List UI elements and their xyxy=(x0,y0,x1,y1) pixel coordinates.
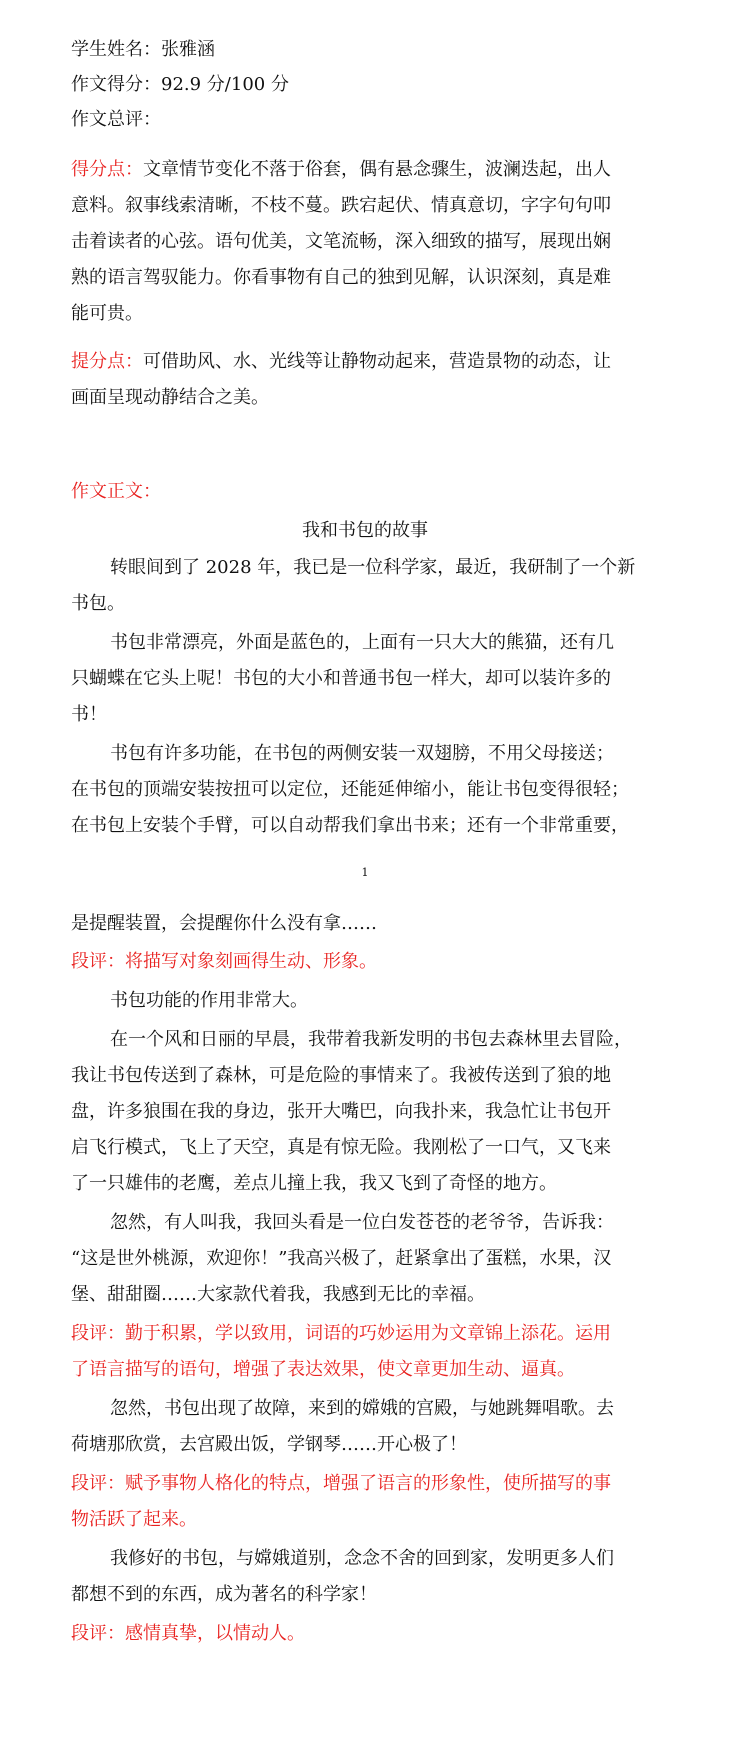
p3-line-2: 在书包的顶端安装按扭可以定位，还能延伸缩小，能让书包变得很轻； xyxy=(71,779,629,800)
improve-line-1 xyxy=(71,350,611,374)
p5-line-3: 盘，许多狼围在我的身边，张开大嘴巴，向我扑来，我急忙让书包开 xyxy=(71,1101,611,1122)
student-name-line xyxy=(71,38,215,62)
score-value: 92.9 分/100 分 xyxy=(161,74,289,95)
p3-line-3: 在书包上安装个手臂，可以自动帮我们拿出书来；还有一个非常重要， xyxy=(71,815,629,836)
segment-comment-4: 段评：感情真挚，以情动人。 xyxy=(71,1623,305,1644)
essay-section-label: 作文正文： xyxy=(71,481,161,502)
segment-comment-2-line-1: 段评：勤于积累，学以致用，词语的巧妙运用为文章锦上添花。运用 xyxy=(71,1323,611,1344)
segment-comment-2-line-2: 了语言描写的语句，增强了表达效果，使文章更加生动、逼真。 xyxy=(71,1359,575,1380)
p7-line-2: 荷塘那欣赏，去宫殿出饭，学钢琴……开心极了！ xyxy=(71,1434,467,1455)
strengths-line-3: 击着读者的心弦。语句优美，文笔流畅，深入细致的描写，展现出娴 xyxy=(71,231,611,252)
p7-line-1: 忽然，书包出现了故障，来到的嫦娥的宫殿，与她跳舞唱歌。去 xyxy=(110,1398,614,1419)
student-name-label: 学生姓名： xyxy=(71,39,161,60)
p2-line-2: 只蝴蝶在它头上呢！书包的大小和普通书包一样大，却可以装许多的 xyxy=(71,668,611,689)
p8-line-2: 都想不到的东西，成为著名的科学家！ xyxy=(71,1584,377,1605)
p6-line-1: 忽然，有人叫我，我回头看是一位白发苍苍的老爷爷，告诉我： xyxy=(110,1212,614,1233)
strengths-line-5: 能可贵。 xyxy=(71,303,143,324)
p2-line-3: 书！ xyxy=(71,704,107,725)
p5-line-1: 在一个风和日丽的早晨，我带着我新发明的书包去森林里去冒险， xyxy=(110,1029,632,1050)
improve-text: 可借助风、水、光线等让静物动起来，营造景物的动态，让 xyxy=(143,351,611,372)
p6-line-3: 堡、甜甜圈……大家款代着我，我感到无比的幸福。 xyxy=(71,1284,485,1305)
p5-line-5: 了一只雄伟的老鹰，差点儿撞上我，我又飞到了奇怪的地方。 xyxy=(71,1173,557,1194)
score-line xyxy=(71,73,289,97)
p8-line-1: 我修好的书包，与嫦娥道别，念念不舍的回到家，发明更多人们 xyxy=(110,1548,614,1569)
p4-line-1: 书包功能的作用非常大。 xyxy=(110,990,308,1011)
page-number: 1 xyxy=(361,866,369,879)
p5-line-2: 我让书包传送到了森林，可是危险的事情来了。我被传送到了狼的地 xyxy=(71,1065,611,1086)
overall-comment-label: 作文总评： xyxy=(71,109,161,130)
p3-continued: 是提醒装置，会提醒你什么没有拿…… xyxy=(71,913,377,934)
p1-line-2: 书包。 xyxy=(71,593,125,614)
p2-line-1: 书包非常漂亮，外面是蓝色的，上面有一只大大的熊猫，还有几 xyxy=(110,632,614,653)
improve-label: 提分点： xyxy=(71,351,143,372)
segment-comment-3-line-2: 物活跃了起来。 xyxy=(71,1509,197,1530)
student-name-value: 张雅涵 xyxy=(161,39,215,60)
strengths-line-2: 意料。叙事线索清晰，不枝不蔓。跌宕起伏、情真意切，字字句句叩 xyxy=(71,195,611,216)
strengths-line-4: 熟的语言驾驭能力。你看事物有自己的独到见解，认识深刻，真是难 xyxy=(71,267,611,288)
p3-line-1: 书包有许多功能，在书包的两侧安装一双翅膀，不用父母接送； xyxy=(110,743,614,764)
p5-line-4: 启飞行模式，飞上了天空，真是有惊无险。我刚松了一口气，又飞来 xyxy=(71,1137,611,1158)
essay-title: 我和书包的故事 xyxy=(302,520,428,541)
strengths-line-1 xyxy=(71,158,611,182)
strengths-text: 文章情节变化不落于俗套，偶有悬念骤生，波澜迭起，出人 xyxy=(143,159,611,180)
segment-comment-3-line-1: 段评：赋予事物人格化的特点，增强了语言的形象性，使所描写的事 xyxy=(71,1473,611,1494)
improve-line-2: 画面呈现动静结合之美。 xyxy=(71,387,269,408)
score-label: 作文得分： xyxy=(71,74,161,95)
segment-comment-1: 段评：将描写对象刻画得生动、形象。 xyxy=(71,951,377,972)
p6-line-2: “这是世外桃源，欢迎你！”我高兴极了，赶紧拿出了蛋糕，水果，汉 xyxy=(71,1248,612,1269)
p1-line-1: 转眼间到了 2028 年，我已是一位科学家，最近，我研制了一个新 xyxy=(110,557,636,578)
strengths-label: 得分点： xyxy=(71,159,143,180)
